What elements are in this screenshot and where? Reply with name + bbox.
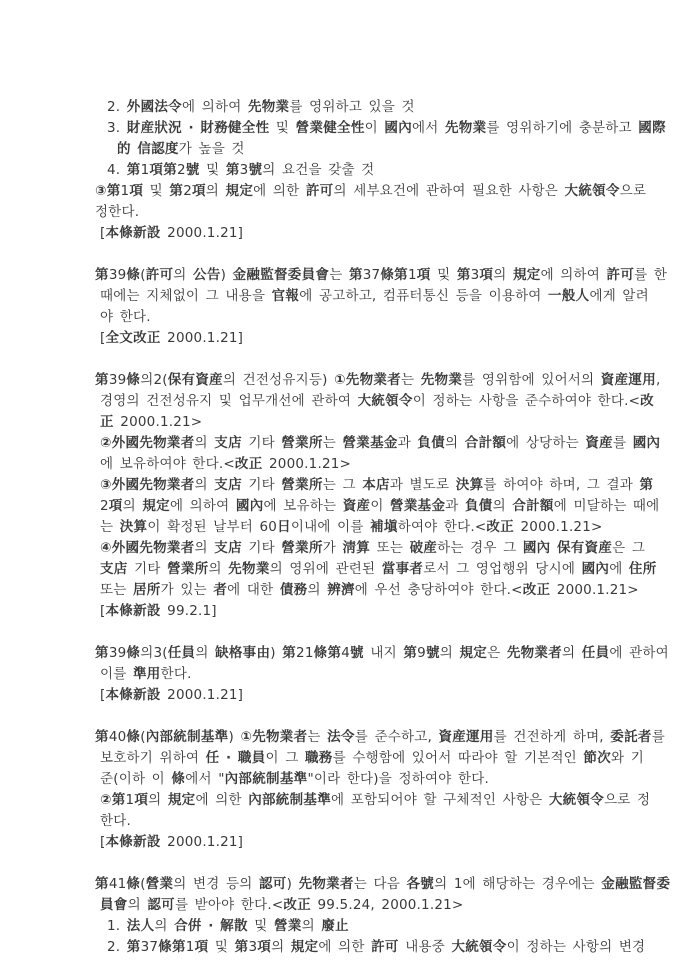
document-line: 보호하기 위하여 任 · 職員이 그 職務를 수행함에 있어서 따라야 할 기본적인 節次와 기: [100, 750, 645, 766]
document-line: 2. 外國法令에 의하여 先物業를 영위하고 있을 것: [107, 99, 415, 115]
document-line: 는 決算이 확정된 날부터 60日이내에 이를 補塡하여야 한다.<改正 2000.1.21>: [100, 519, 603, 535]
document-line: 員會의 認可를 받아야 한다.<改正 99.5.24, 2000.1.21>: [100, 897, 464, 913]
document-line: 2. 第37條第1項 및 第3項의 規定에 의한 許可 내용중 大統領令이 정하는 사항의 변경: [107, 939, 646, 955]
document-line: 的 信認度가 높을 것: [117, 141, 245, 157]
document-line: 第39條의3(任員의 缺格事由) 第21條第4號 내지 第9號의 規定은 先物業者의 任員에 관하여: [95, 645, 669, 661]
block-gap: [95, 706, 680, 727]
document-line: [本條新設 2000.1.21]: [100, 834, 244, 850]
document-line: [本條新設 2000.1.21]: [100, 687, 244, 703]
document-line: ②第1項의 規定에 의한 內部統制基準에 포함되어야 할 구체적인 사항은 大統領令으로 정: [100, 792, 651, 808]
document-line: 4. 第1項第2號 및 第3號의 요건을 갖출 것: [107, 162, 375, 178]
document-line: 正 2000.1.21>: [100, 414, 203, 430]
document-line: [本條新設 99.2.1]: [100, 603, 217, 619]
block-gap: [95, 349, 680, 370]
article-39-3: [95, 643, 680, 706]
document-line: 준(이하 이 條에서 "內部統制基準"이라 한다)을 정하여야 한다.: [100, 771, 489, 787]
document-line: 支店 기타 營業所의 先物業의 영위에 관련된 當事者로서 그 영업행위 당시에 國內에 住所: [100, 561, 657, 577]
document-line: 1. 法人의 合倂 · 解散 및 營業의 廢止: [107, 918, 349, 934]
article-41: [95, 874, 680, 958]
document-line: 第40條(內部統制基準) ①先物業者는 法令를 준수하고, 資産運用를 건전하게 하며, 委託者를: [95, 729, 665, 745]
block-gap: [95, 244, 680, 265]
document-line: 때에는 지체없이 그 내용을 官報에 공고하고, 컴퓨터통신 등을 이용하여 一般人에게 알려: [100, 288, 649, 304]
block-gap: [95, 622, 680, 643]
article-40: [95, 727, 680, 853]
document-line: 야 한다.: [100, 309, 151, 325]
document-line: ④外國先物業者의 支店 기타 營業所가 淸算 또는 破産하는 경우 그 國內 保有資産은 그: [100, 540, 646, 556]
document-line: [本條新設 2000.1.21]: [100, 225, 244, 241]
document-line: 에 보유하여야 한다.<改正 2000.1.21>: [100, 456, 352, 472]
article-38-fragment: [95, 97, 680, 244]
document-line: 第39條의2(保有資産의 건전성유지등) ①先物業者는 先物業를 영위함에 있어서의 資産運用,: [95, 372, 661, 388]
article-39-2: [95, 370, 680, 622]
document-line: 이를 準用한다.: [100, 666, 192, 682]
document-line: [全文改正 2000.1.21]: [100, 330, 244, 346]
document-line: ③第1項 및 第2項의 規定에 의한 許可의 세부요건에 관하여 필요한 사항은 大統領令으로: [95, 183, 647, 199]
document-line: 3. 財産狀況 · 財務健全性 및 營業健全性이 國內에서 先物業를 영위하기에 충분하고 國際: [107, 120, 666, 136]
document-line: 경영의 건전성유지 및 업무개선에 관하여 大統領令이 정하는 사항을 준수하여야 한다.<改: [100, 393, 654, 409]
document-line: 또는 居所가 있는 者에 대한 債務의 辨濟에 우선 충당하여야 한다.<改正 2000.1.21>: [100, 582, 639, 598]
document-line: ②外國先物業者의 支店 기타 營業所는 營業基金과 負債의 合計額에 상당하는 資産를 國內: [100, 435, 661, 451]
article-39: [95, 265, 680, 349]
document-line: 한다.: [100, 813, 131, 829]
document-line: 정한다.: [95, 204, 140, 220]
document-line: ③外國先物業者의 支店 기타 營業所는 그 本店과 별도로 決算를 하여야 하며, 그 결과 第: [100, 477, 654, 493]
block-gap: [95, 853, 680, 874]
document-line: 第39條(許可의 公告) 金融監督委員會는 第37條第1項 및 第3項의 規定에 의하여 許可를 한: [95, 267, 668, 283]
document-line: 2項의 規定에 의하여 國內에 보유하는 資産이 營業基金과 負債의 合計額에 미달하는 때에: [100, 498, 660, 514]
document-line: 第41條(營業의 변경 등의 認可) 先物業者는 다음 各號의 1에 해당하는 경우에는 金融監督委: [95, 876, 671, 892]
